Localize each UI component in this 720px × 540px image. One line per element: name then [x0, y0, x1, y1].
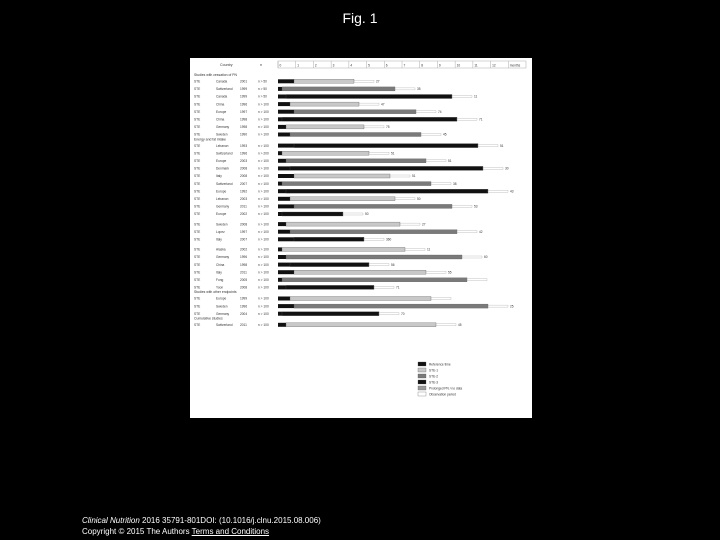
- row-country: Canada: [216, 94, 228, 99]
- bar-observation: [364, 126, 384, 128]
- bar-phase: [282, 212, 343, 216]
- legend-swatch: [418, 386, 426, 390]
- row-country: Lopez: [216, 229, 225, 234]
- row-label: STE: [194, 262, 201, 267]
- header-tick-label: 9: [438, 63, 441, 68]
- bar-end-label: 71: [396, 285, 400, 290]
- group-heading: Energy and fat intake: [194, 137, 227, 142]
- bar-phase: [290, 102, 359, 106]
- row-label: STE: [194, 87, 201, 92]
- row-label: STE: [194, 143, 201, 148]
- terms-link[interactable]: Terms and Conditions: [191, 527, 270, 536]
- row-country: Yoon: [216, 285, 224, 290]
- bar-observation: [488, 305, 508, 307]
- row-year: 2011: [240, 204, 247, 209]
- row-n: n > 100: [258, 311, 269, 316]
- row-country: Sweden: [216, 304, 228, 309]
- row-country: Italy: [216, 270, 222, 275]
- row-n: n > 100: [258, 117, 269, 122]
- row-year: 1992: [240, 189, 248, 194]
- row-year: 1997: [240, 109, 248, 114]
- bar-observation: [483, 167, 503, 169]
- bar-end-label: 47: [381, 102, 385, 107]
- row-year: 2003: [240, 197, 248, 201]
- row-year: 1996: [240, 102, 248, 107]
- row-label: STE: [194, 285, 201, 290]
- group-heading: Studies with cessation of PN: [194, 73, 237, 77]
- bar-end-label: 75: [386, 125, 390, 130]
- row-year: 2004: [240, 311, 248, 316]
- row-n: n > 100: [258, 125, 269, 130]
- bar-observation: [400, 223, 420, 225]
- bar-reference: [278, 247, 282, 251]
- bar-phase: [286, 255, 462, 259]
- figure-caption: [82, 515, 321, 537]
- bar-phase: [282, 247, 405, 251]
- row-n: n > 100: [258, 278, 269, 282]
- bar-observation: [390, 175, 410, 177]
- row-year: 2011: [240, 323, 247, 327]
- bar-reference: [278, 323, 286, 327]
- bar-end-label: 25: [510, 304, 514, 309]
- bar-phase: [290, 197, 395, 201]
- legend-item-label: Prolonged PN / no data: [429, 386, 463, 391]
- row-year: 1996: [240, 151, 248, 156]
- row-n: n > 100: [258, 237, 269, 242]
- bar-reference: [278, 270, 294, 274]
- bar-observation: [421, 134, 441, 136]
- bar-phase: [294, 174, 390, 178]
- row-n: n > 100: [258, 255, 269, 260]
- legend-item-label: Observation period: [429, 392, 456, 397]
- bar-reference: [278, 237, 294, 241]
- bar-phase: [282, 182, 431, 186]
- bar-reference: [278, 87, 282, 91]
- bar-end-label: 35: [417, 87, 421, 92]
- row-country: Canada: [216, 79, 228, 84]
- bar-observation: [343, 213, 363, 215]
- row-label: STE: [194, 174, 201, 179]
- citation-line: [82, 515, 321, 526]
- row-country: China: [216, 117, 225, 122]
- row-country: China: [216, 102, 225, 107]
- row-year: 2008: [240, 174, 248, 179]
- bar-observation: [426, 271, 446, 273]
- row-year: 1998: [240, 125, 248, 130]
- row-label: STE: [194, 109, 201, 114]
- bar-end-label: 50: [365, 212, 369, 217]
- row-label: STE: [194, 151, 201, 156]
- bar-phase: [282, 151, 369, 155]
- row-n: n > 100: [258, 323, 269, 327]
- bar-observation: [457, 118, 477, 120]
- bar-observation: [395, 88, 415, 90]
- row-year: 1996: [240, 255, 248, 260]
- row-year: 2011: [240, 270, 247, 275]
- row-year: 1997: [240, 229, 248, 234]
- row-label: STE: [194, 304, 201, 309]
- row-n: n > 50: [258, 79, 267, 84]
- bar-end-label: 55: [448, 270, 452, 275]
- row-n: n > 200: [258, 151, 269, 156]
- row-label: STE: [194, 166, 201, 171]
- bar-end-label: 38: [453, 181, 457, 186]
- bar-reference: [278, 278, 282, 282]
- timeline-svg: [190, 58, 532, 418]
- bar-reference: [278, 285, 286, 289]
- row-country: Europe: [216, 189, 227, 194]
- bar-end-label: 60: [484, 255, 488, 260]
- bar-observation: [354, 80, 374, 82]
- row-n: n > 100: [258, 143, 269, 148]
- slide-title: Fig. 1: [342, 10, 378, 26]
- journal-name: Clinical Nutrition: [82, 516, 140, 525]
- legend-item-label: Reference time: [429, 362, 451, 367]
- row-label: STE: [194, 296, 201, 301]
- row-country: Europe: [216, 296, 227, 301]
- legend-item-label: STE-1: [429, 368, 439, 373]
- legend-item-label: STE-2: [429, 374, 439, 379]
- row-n: n > 100: [258, 212, 269, 217]
- bar-observation: [431, 298, 451, 300]
- row-country: Germany: [216, 255, 230, 260]
- bar-end-label: 51: [448, 159, 452, 163]
- bar-end-label: 70: [401, 311, 405, 316]
- row-year: 2007: [240, 237, 248, 242]
- header-n: n: [260, 63, 262, 67]
- bar-phase: [294, 204, 452, 208]
- row-year: 1996: [240, 304, 248, 309]
- bar-observation: [364, 238, 384, 240]
- header-tick-label: 11: [474, 63, 478, 68]
- bar-reference: [278, 151, 282, 155]
- bar-phase: [290, 166, 483, 170]
- bar-observation: [426, 160, 446, 162]
- bar-reference: [278, 125, 286, 129]
- row-country: Italy: [216, 174, 222, 179]
- bar-phase: [286, 189, 488, 193]
- bar-reference: [278, 110, 294, 114]
- bar-phase: [290, 263, 369, 267]
- bar-observation: [431, 183, 451, 185]
- bar-end-label: 51: [412, 174, 416, 179]
- legend-item-label: STE-3: [429, 380, 439, 385]
- header-tick-label: months: [509, 63, 521, 68]
- bar-reference: [278, 312, 282, 316]
- bar-observation: [457, 231, 477, 233]
- row-year: 1998: [240, 117, 248, 122]
- row-country: Lebanon: [216, 197, 229, 201]
- figure-timeline-chart: [190, 58, 532, 418]
- bar-observation: [374, 286, 394, 288]
- header-tick-label: 10: [456, 63, 461, 68]
- row-country: Sweden: [216, 222, 228, 227]
- row-label: STE: [194, 94, 201, 99]
- bar-reference: [278, 212, 282, 216]
- row-n: n > 100: [258, 159, 269, 163]
- row-country: Germany: [216, 204, 230, 209]
- row-n: n > 100: [258, 181, 269, 186]
- bar-phase: [286, 159, 426, 163]
- row-label: STE: [194, 181, 201, 186]
- bar-reference: [278, 222, 286, 226]
- row-country: Lebanon: [216, 143, 229, 148]
- row-label: STE: [194, 117, 201, 122]
- bar-end-label: 56: [391, 262, 395, 267]
- row-n: n > 100: [258, 270, 269, 275]
- row-n: n > 100: [258, 229, 269, 234]
- row-year: 2008: [240, 285, 248, 290]
- bar-end-label: 50: [417, 197, 421, 201]
- row-label: STE: [194, 229, 201, 234]
- bar-end-label: 27: [422, 222, 426, 227]
- bar-phase: [282, 312, 379, 316]
- row-label: STE: [194, 247, 201, 252]
- bar-end-label: 74: [438, 109, 442, 114]
- row-label: STE: [194, 125, 201, 130]
- row-country: Europe: [216, 212, 227, 217]
- bar-reference: [278, 159, 286, 163]
- bar-phase: [290, 230, 457, 234]
- bar-phase: [282, 278, 467, 282]
- row-country: Alaska: [216, 247, 226, 252]
- row-label: STE: [194, 197, 201, 201]
- row-year: 1998: [240, 262, 248, 267]
- bar-phase: [286, 125, 364, 129]
- bar-end-label: 43: [510, 189, 514, 194]
- row-year: 2003: [240, 159, 248, 163]
- header-tick-label: 3: [332, 63, 335, 68]
- row-n: n > 100: [258, 262, 269, 267]
- group-heading: Cumulative studies: [194, 316, 223, 321]
- header-tick-label: 7: [403, 63, 406, 68]
- row-n: n > 50: [258, 87, 267, 92]
- copyright-text: Copyright © 2015 The Authors: [82, 527, 192, 536]
- bar-reference: [278, 166, 290, 170]
- row-label: STE: [194, 311, 201, 316]
- row-year: 1999: [240, 296, 248, 301]
- row-n: n > 100: [258, 247, 269, 252]
- bar-reference: [278, 189, 286, 193]
- row-country: Switzerland: [216, 323, 233, 327]
- row-year: 1990: [240, 132, 248, 137]
- bar-reference: [278, 79, 294, 83]
- row-n: n > 100: [258, 189, 269, 194]
- bar-reference: [278, 204, 294, 208]
- row-year: 1999: [240, 87, 248, 92]
- row-n: n > 100: [258, 109, 269, 114]
- row-year: 1999: [240, 94, 248, 99]
- bar-phase: [294, 237, 364, 241]
- bar-observation: [395, 198, 415, 200]
- row-label: STE: [194, 323, 201, 327]
- row-country: Germany: [216, 311, 230, 316]
- row-n: n > 100: [258, 296, 269, 301]
- row-country: China: [216, 262, 225, 267]
- header-tick-label: 1: [297, 63, 299, 68]
- bar-end-label: 360: [386, 237, 392, 242]
- row-n: n > 100: [258, 166, 269, 171]
- row-country: Switzerland: [216, 181, 233, 186]
- bar-reference: [278, 263, 290, 267]
- legend-swatch: [418, 362, 426, 366]
- bar-phase: [282, 117, 457, 121]
- bar-phase: [294, 110, 416, 114]
- header-tick-label: 4: [350, 63, 353, 68]
- header-tick-label: 8: [421, 63, 423, 68]
- bar-reference: [278, 144, 294, 148]
- copyright-line: [82, 526, 321, 537]
- row-label: STE: [194, 132, 201, 137]
- row-label: STE: [194, 255, 201, 260]
- legend-swatch: [418, 380, 426, 384]
- bar-phase: [286, 95, 452, 99]
- row-year: 2002: [240, 247, 248, 252]
- bar-observation: [379, 313, 399, 315]
- bar-phase: [286, 222, 400, 226]
- bar-end-label: 27: [376, 79, 380, 84]
- bar-observation: [452, 205, 472, 207]
- row-year: 1993: [240, 143, 248, 148]
- bar-phase: [286, 323, 436, 327]
- row-label: STE: [194, 102, 201, 107]
- row-country: Europe: [216, 159, 227, 163]
- bar-observation: [369, 264, 389, 266]
- bar-end-label: 51: [391, 151, 395, 156]
- bar-end-label: 45: [443, 132, 447, 137]
- citation-text: 2016 35791-801DOI: (10.1016/j.clnu.2015.08.006): [139, 516, 321, 525]
- row-label: STE: [194, 159, 201, 163]
- row-label: STE: [194, 212, 201, 217]
- bar-observation: [488, 190, 508, 192]
- row-year: 2007: [240, 181, 248, 186]
- bar-observation: [467, 279, 487, 281]
- header-tick-label: 12: [492, 63, 496, 68]
- bar-phase: [294, 144, 478, 148]
- bar-observation: [405, 248, 425, 250]
- row-label: STE: [194, 270, 201, 275]
- bar-end-label: 45: [458, 323, 462, 327]
- header-tick-label: 2: [314, 63, 317, 68]
- bar-reference: [278, 255, 286, 259]
- bar-reference: [278, 304, 294, 308]
- row-n: n > 100: [258, 132, 269, 137]
- row-year: 2005: [240, 278, 248, 282]
- bar-phase: [294, 79, 354, 83]
- row-n: n > 100: [258, 197, 269, 201]
- bar-observation: [452, 96, 472, 98]
- bar-observation: [436, 324, 456, 326]
- header-tick-label: 6: [385, 63, 388, 68]
- header-tick-label: 5: [368, 63, 370, 68]
- row-label: STE: [194, 204, 201, 209]
- bar-reference: [278, 95, 286, 99]
- row-year: 2001: [240, 79, 248, 84]
- bar-phase: [290, 297, 431, 301]
- bar-phase: [294, 270, 426, 274]
- bar-reference: [278, 174, 294, 178]
- row-country: Switzerland: [216, 87, 233, 92]
- legend-swatch: [418, 392, 426, 396]
- bar-reference: [278, 230, 290, 234]
- group-heading: Studies with other endpoints: [194, 290, 237, 295]
- row-country: Denmark: [216, 166, 229, 171]
- row-n: n > 100: [258, 304, 269, 309]
- bar-reference: [278, 297, 290, 301]
- row-n: n > 100: [258, 204, 269, 209]
- row-label: STE: [194, 189, 201, 194]
- bar-observation: [369, 152, 389, 154]
- row-n: n > 50: [258, 94, 267, 99]
- bar-reference: [278, 102, 290, 106]
- row-year: 2008: [240, 166, 248, 171]
- bar-end-label: 11: [427, 247, 431, 252]
- legend-swatch: [418, 368, 426, 372]
- row-label: STE: [194, 222, 201, 227]
- legend-swatch: [418, 374, 426, 378]
- row-country: Germany: [216, 125, 230, 130]
- bar-reference: [278, 133, 290, 137]
- row-country: Fong: [216, 278, 224, 282]
- row-n: n > 100: [258, 174, 269, 179]
- row-year: 2002: [240, 212, 248, 217]
- row-country: Italy: [216, 237, 222, 242]
- bar-reference: [278, 117, 282, 121]
- bar-phase: [282, 87, 395, 91]
- row-country: Switzerland: [216, 151, 233, 156]
- bar-reference: [278, 197, 290, 201]
- bar-phase: [286, 285, 374, 289]
- header-tick-label: 0: [279, 63, 282, 68]
- row-n: n > 100: [258, 102, 269, 107]
- bar-end-label: 71: [479, 117, 483, 122]
- bar-observation: [462, 256, 482, 258]
- row-year: 2008: [240, 222, 248, 227]
- bar-end-label: 53: [474, 204, 478, 209]
- row-country: Europe: [216, 109, 227, 114]
- bar-end-label: 11: [474, 94, 478, 99]
- bar-observation: [416, 111, 436, 113]
- row-country: Sweden: [216, 132, 228, 137]
- row-label: STE: [194, 278, 201, 282]
- row-n: n > 100: [258, 222, 269, 227]
- bar-observation: [359, 103, 379, 105]
- bar-end-label: 42: [479, 229, 483, 234]
- row-n: n > 100: [258, 285, 269, 290]
- bar-phase: [294, 304, 488, 308]
- row-label: STE: [194, 79, 201, 84]
- bar-phase: [290, 133, 421, 137]
- header-country: Country: [220, 63, 233, 67]
- bar-reference: [278, 182, 282, 186]
- bar-end-label: 51: [500, 143, 504, 148]
- row-label: STE: [194, 237, 201, 242]
- bar-observation: [478, 145, 498, 147]
- bar-end-label: 30: [505, 166, 509, 171]
